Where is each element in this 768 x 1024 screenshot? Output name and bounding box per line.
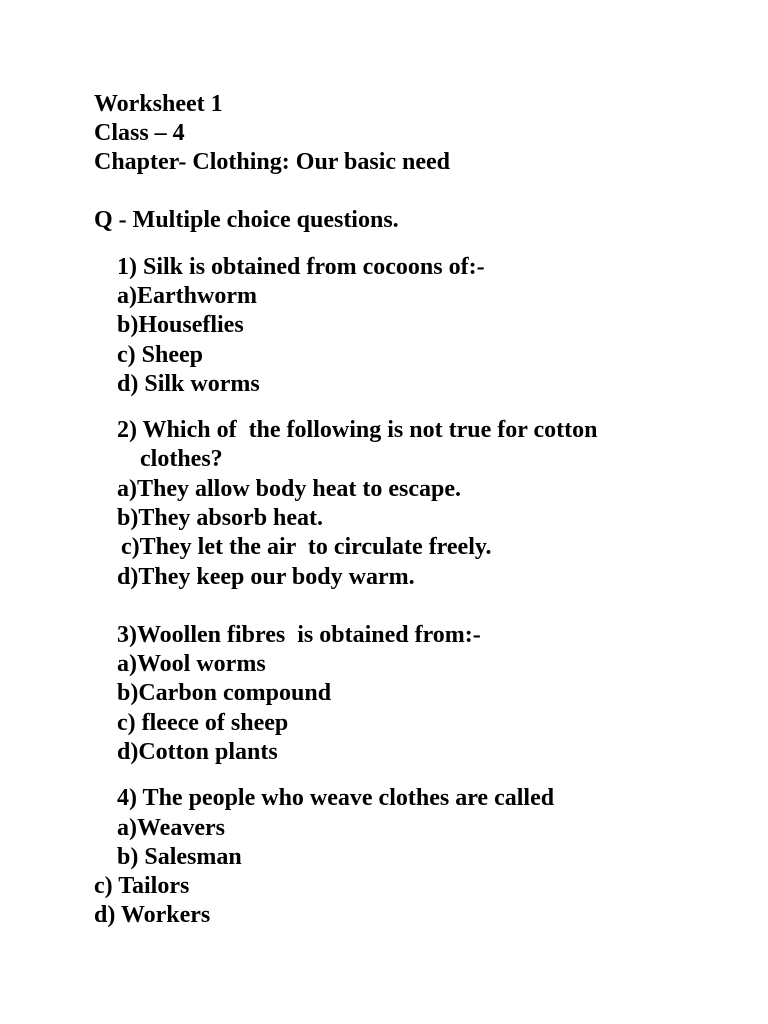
question-1-stem: 1) Silk is obtained from cocoons of:- — [117, 254, 485, 280]
question-3-option-c: c) fleece of sheep — [117, 710, 289, 736]
chapter-title: Chapter- Clothing: Our basic need — [94, 149, 451, 175]
question-1-option-c: c) Sheep — [117, 342, 203, 368]
question-4-stem: 4) The people who weave clothes are called — [117, 785, 555, 811]
question-2-option-a: a)They allow body heat to escape. — [117, 476, 461, 502]
question-3-option-d: d)Cotton plants — [117, 739, 278, 765]
question-4-option-b: b) Salesman — [117, 844, 242, 870]
question-2-stem-continued: clothes? — [140, 446, 223, 472]
question-1-option-d: d) Silk worms — [117, 371, 260, 397]
question-2-option-c: c)They let the air to circulate freely. — [121, 534, 492, 560]
question-3-option-a: a)Wool worms — [117, 651, 266, 677]
question-4-option-a: a)Weavers — [117, 815, 225, 841]
question-4-option-c: c) Tailors — [94, 873, 190, 899]
class-label: Class – 4 — [94, 120, 185, 146]
question-3-stem: 3)Woollen fibres is obtained from:- — [117, 622, 481, 648]
question-2-option-b: b)They absorb heat. — [117, 505, 324, 531]
question-1-option-b: b)Houseflies — [117, 312, 244, 338]
section-title: Q - Multiple choice questions. — [94, 207, 399, 233]
question-2-stem: 2) Which of the following is not true for cotton — [117, 417, 598, 443]
question-2-option-d: d)They keep our body warm. — [117, 564, 415, 590]
question-4-option-d: d) Workers — [94, 902, 211, 928]
question-1-option-a: a)Earthworm — [117, 283, 257, 309]
question-3-option-b: b)Carbon compound — [117, 680, 332, 706]
worksheet-title: Worksheet 1 — [94, 91, 223, 117]
